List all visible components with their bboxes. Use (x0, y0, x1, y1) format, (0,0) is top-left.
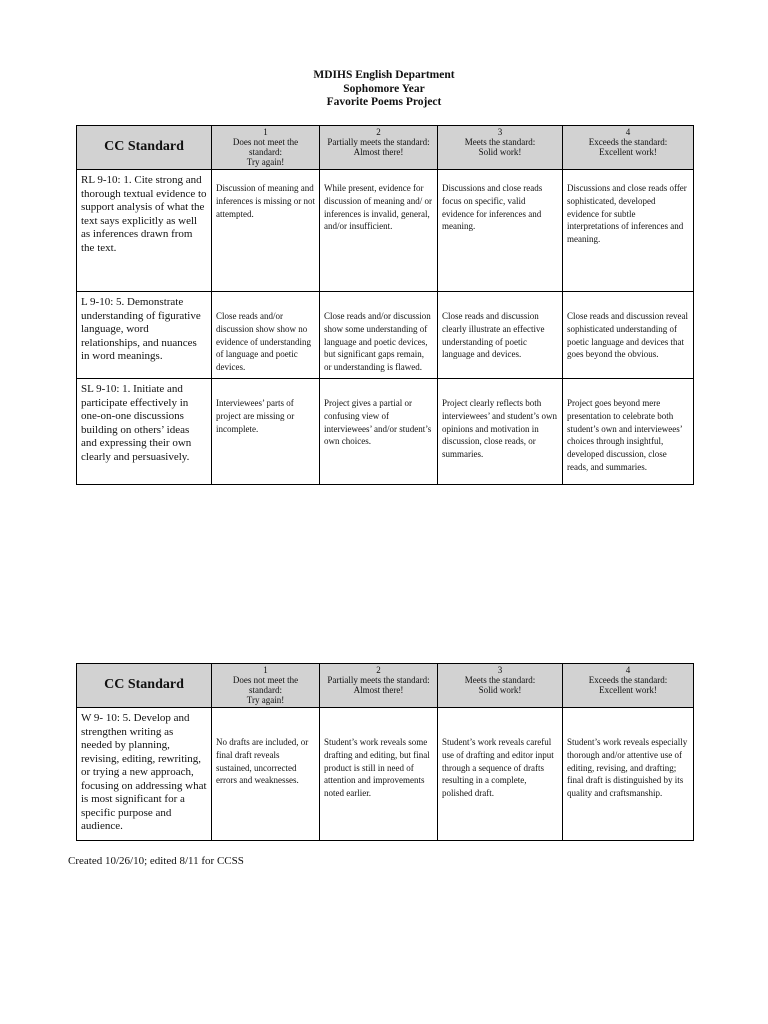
level-label: Almost there! (353, 147, 404, 157)
rubric-cell: Discussion of meaning and inferences is missing or not attempted. (212, 170, 320, 292)
rubric-cell: Student’s work reveals careful use of drafting and editor input through a sequence of drafts resulting in a complete, polished draft. (438, 708, 563, 841)
cc-standard-header: CC Standard (77, 126, 212, 170)
level-label: Try again! (246, 157, 285, 167)
level-number: 4 (625, 127, 631, 137)
rubric-table-2 (76, 663, 694, 841)
level-number: 2 (376, 127, 381, 137)
document-header (0, 69, 768, 110)
level-number: 1 (263, 127, 268, 137)
table-row (77, 379, 694, 485)
level-label: Excellent work! (599, 147, 657, 157)
rubric-cell: Close reads and/or discussion show some understanding of language and poetic devices, but significant gaps remain, or understanding is flawed. (320, 292, 438, 379)
standard-cell: L 9-10: 5. Demonstrate understanding of figurative language, word relationships, and nuances in word meanings. (77, 292, 212, 379)
level-label: Exceeds the standard: (588, 137, 668, 147)
level-3-header (438, 126, 563, 170)
level-number: 2 (376, 665, 381, 675)
level-1-header (212, 126, 320, 170)
rubric-header-row (77, 126, 694, 170)
level-label: Almost there! (353, 685, 404, 695)
level-4-header (563, 126, 694, 170)
rubric-cell: Close reads and discussion clearly illustrate an effective understanding of poetic language and devices. (438, 292, 563, 379)
footer-note: Created 10/26/10; edited 8/11 for CCSS (68, 855, 244, 867)
level-label: Solid work! (478, 685, 522, 695)
department-title: MDIHS English Department (313, 69, 455, 81)
level-label: Excellent work! (599, 685, 657, 695)
rubric-cell: No drafts are included, or final draft reveals sustained, uncorrected errors and weaknesses. (212, 708, 320, 841)
standard-cell: W 9- 10: 5. Develop and strengthen writing as needed by planning, revising, editing, rewriting, or trying a new approach, focusing on addressing what is most significant for a specific purpose and audience. (77, 708, 212, 841)
table-row (77, 170, 694, 292)
standard-cell: SL 9-10: 1. Initiate and participate effectively in one-on-one discussions building on others’ ideas and expressing their own clearly and persuasively. (77, 379, 212, 485)
rubric-cell: Project goes beyond mere presentation to celebrate both student’s own and interviewees’ choices through insightful, developed discussion, close reads, and summaries. (563, 379, 694, 485)
level-label: standard: (249, 147, 282, 157)
level-number: 3 (497, 665, 503, 675)
rubric-cell: Discussions and close reads focus on specific, valid evidence for inferences and meaning. (438, 170, 563, 292)
level-number: 3 (497, 127, 503, 137)
level-label: Partially meets the standard: (327, 675, 430, 685)
level-label: Does not meet the (232, 137, 299, 147)
level-label: Solid work! (478, 147, 522, 157)
level-label: Try again! (246, 695, 285, 705)
level-4-header (563, 664, 694, 708)
level-number: 4 (625, 665, 631, 675)
level-3-header (438, 664, 563, 708)
rubric-cell: Student’s work reveals especially thorough and/or attentive use of editing, revising, and drafting; final draft is distinguished by its quality and craftsmanship. (563, 708, 694, 841)
rubric-cell: Close reads and/or discussion show show no evidence of understanding of language and poetic devices. (212, 292, 320, 379)
level-label: Exceeds the standard: (588, 675, 668, 685)
project-title: Favorite Poems Project (326, 96, 442, 108)
cc-standard-header: CC Standard (77, 664, 212, 708)
level-1-header (212, 664, 320, 708)
level-2-header (320, 126, 438, 170)
level-label: Partially meets the standard: (327, 137, 430, 147)
level-label: Does not meet the (232, 675, 299, 685)
rubric-cell: Interviewees’ parts of project are missing or incomplete. (212, 379, 320, 485)
grade-title: Sophomore Year (343, 82, 425, 95)
table-row (77, 708, 694, 841)
rubric-cell: Project gives a partial or confusing view of interviewees’ and/or student’s own choices. (320, 379, 438, 485)
rubric-cell: Student’s work reveals some drafting and editing, but final product is still in need of attention and improvements noted earlier. (320, 708, 438, 841)
table-row (77, 292, 694, 379)
rubric-table-1 (76, 125, 694, 485)
rubric-cell: Discussions and close reads offer sophisticated, developed evidence for subtle interpretations of inferences and meaning. (563, 170, 694, 292)
level-label: Meets the standard: (464, 675, 536, 685)
rubric-cell: Project clearly reflects both interviewees’ and student’s own opinions and motivation in discussion, close reads, or summaries. (438, 379, 563, 485)
level-2-header (320, 664, 438, 708)
rubric-header-row (77, 664, 694, 708)
level-number: 1 (263, 665, 268, 675)
level-label: Meets the standard: (464, 137, 536, 147)
level-label: standard: (249, 685, 282, 695)
rubric-cell: Close reads and discussion reveal sophisticated understanding of poetic language and devices that goes beyond the obvious. (563, 292, 694, 379)
rubric-cell: While present, evidence for discussion of meaning and/ or inferences is invalid, general, and/or insufficient. (320, 170, 438, 292)
standard-cell: RL 9-10: 1. Cite strong and thorough textual evidence to support analysis of what the text says explicitly as well as inferences drawn from the text. (77, 170, 212, 292)
